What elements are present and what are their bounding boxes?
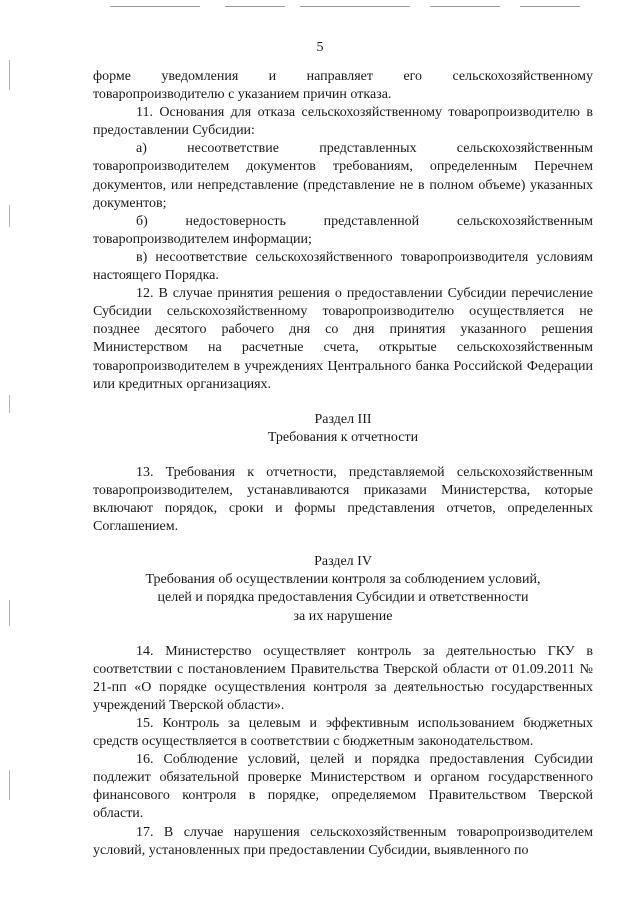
paragraph: 12. В случае принятия решения о предоставлении Субсидии перечисление Субсидии сельскохозяйственному товаропроизводителю осуществляется не позднее десятого рабочего дня со дня принятия указанного решения Министерством на расчетные счета, открытые сельскохозяйственным товаропроизводителем в учреждениях Центрального банка Российской Федерации или кредитных организациях. [93, 286, 593, 392]
section-title-line: Требования об осуществлении контроля за соблюдением условий, [145, 572, 541, 588]
scan-edge-mark [9, 395, 10, 413]
paragraph: в) несоответствие сельскохозяйственного товаропроизводителя условиям настоящего Порядка. [93, 249, 593, 284]
paragraph: 16. Соблюдение условий, целей и порядка предоставления Субсидии подлежит обязательной проверке Министерством и органом государственного финансового контроля в порядке, определяемом Правительством Тверской области. [93, 752, 593, 822]
scan-edge-mark [9, 600, 10, 626]
page-number: 5 [316, 40, 324, 55]
scan-top-line [430, 6, 500, 7]
section-title-line: целей и порядка предоставления Субсидии и ответственности [157, 590, 529, 606]
document-body [93, 68, 593, 860]
section-title-line: за их нарушение [293, 608, 393, 624]
scan-edge-mark [9, 60, 10, 90]
paragraph: 13. Требования к отчетности, представляемой сельскохозяйственным товаропроизводителем, устанавливаются приказами Министерства, которые включают порядок, сроки и формы представления отчетов, определенных Соглашением. [93, 464, 593, 535]
paragraph: 14. Министерство осуществляет контроль за деятельностью ГКУ в соответствии с постановлением Правительства Тверской области от 01.09.2011 № 21-пп «О порядке осуществления контроля за деятельностью государственных учреждений Тверской области». [93, 643, 593, 713]
paragraph: а) несоответствие представленных сельскохозяйственным товаропроизводителем документов требованиям, определенным Перечнем документов, или непредставление (представление не в полном объеме) указанных документов; [93, 141, 593, 211]
paragraph: б) недостоверность представленной сельскохозяйственным товаропроизводителем информации; [93, 213, 593, 247]
scan-top-line [110, 6, 200, 7]
paragraph: форме уведомления и направляет его сельскохозяйственному товаропроизводителю с указанием причин отказа. [93, 69, 593, 103]
paragraph: 17. В случае нарушения сельскохозяйственным товаропроизводителем условий, установленных при предоставлении Субсидии, выявленного по [93, 824, 593, 858]
paragraph: 15. Контроль за целевым и эффективным использованием бюджетных средств осуществляется в соответствии с бюджетным законодательством. [93, 716, 593, 750]
section-label: Раздел IV [314, 554, 372, 570]
paragraph: 11. Основания для отказа сельскохозяйственному товаропроизводителю в предоставлении Субсидии: [93, 105, 593, 139]
section-label: Раздел III [314, 411, 372, 427]
scan-edge-mark [9, 205, 10, 227]
scan-top-line [225, 6, 285, 7]
section-title: Требования к отчетности [267, 429, 419, 445]
scan-top-line [300, 6, 410, 7]
scan-top-line [520, 6, 580, 7]
scan-edge-mark [9, 770, 10, 800]
